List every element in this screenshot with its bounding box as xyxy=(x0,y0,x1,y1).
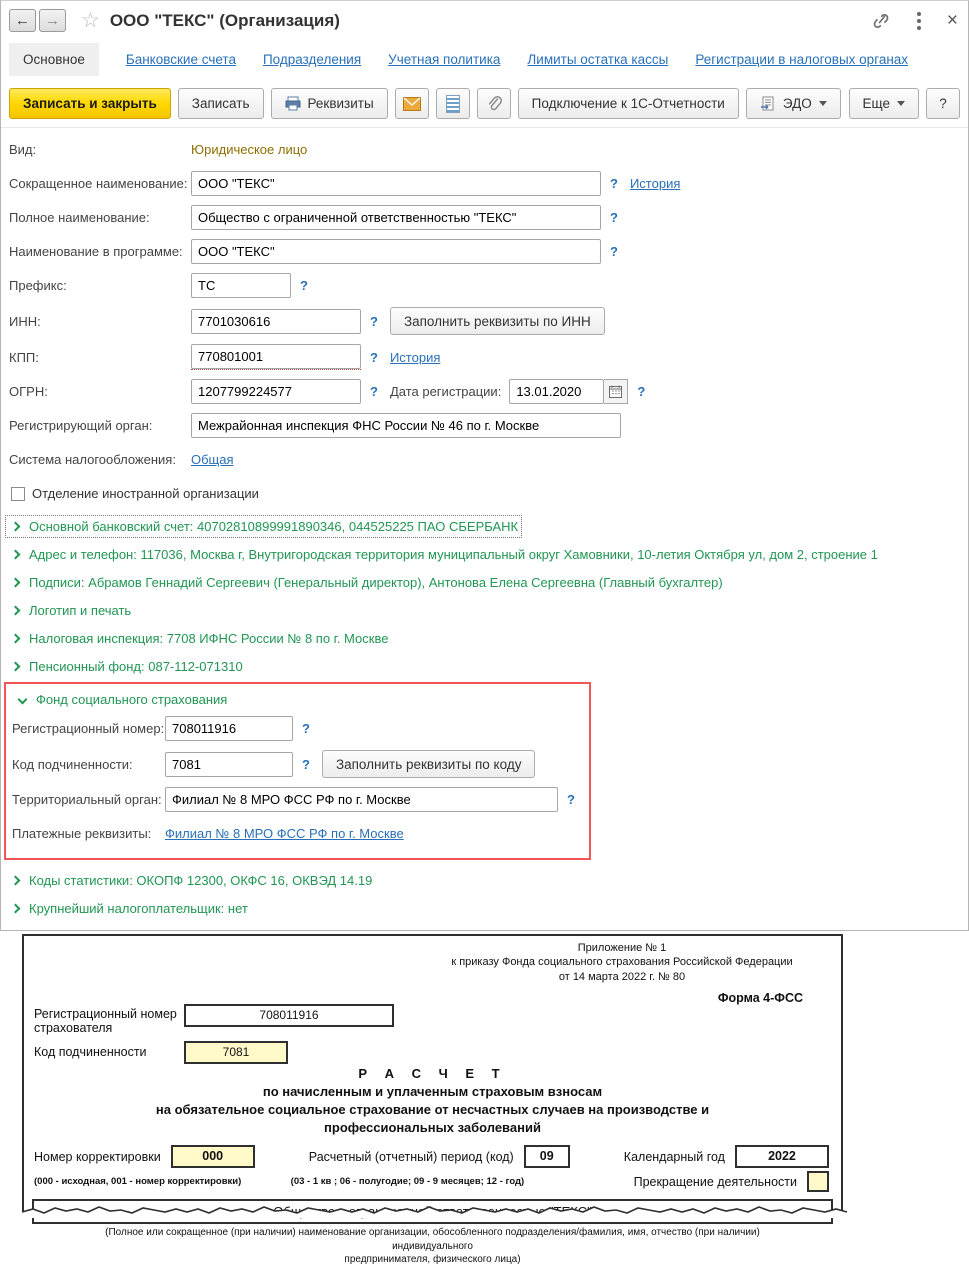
help-icon[interactable]: ? xyxy=(610,210,618,225)
back-button[interactable] xyxy=(9,9,36,32)
chevron-right-icon xyxy=(11,606,21,616)
attachments-button[interactable] xyxy=(477,88,511,119)
correction-value: 000 xyxy=(171,1145,255,1168)
report-form-name: Форма 4-ФСС xyxy=(717,990,803,1005)
save-and-close-button[interactable]: Записать и закрыть xyxy=(9,88,171,119)
envelope-icon xyxy=(403,97,421,111)
save-button[interactable]: Записать xyxy=(178,88,264,119)
group-bank-account[interactable]: Основной банковский счет: 40702810899991890346, 044525225 ПАО СБЕРБАНК xyxy=(9,519,518,534)
torn-edge xyxy=(22,1204,847,1218)
field-row-kpp xyxy=(9,344,960,370)
short-name-history-link[interactable]: История xyxy=(629,176,681,191)
help-icon[interactable]: ? xyxy=(567,792,575,807)
chevron-right-icon xyxy=(11,578,21,588)
tab-cash-limits[interactable]: Лимиты остатка кассы xyxy=(527,52,669,67)
group-signatures[interactable]: Подписи: Абрамов Геннадий Сергеевич (Генеральный директор), Антонова Елена Сергеевна (Главный бухгалтер) xyxy=(9,575,960,590)
fss-row-sub-code xyxy=(12,750,575,778)
kpp-history-link[interactable]: История xyxy=(389,349,441,365)
termination-label: Прекращение деятельности xyxy=(633,1174,797,1189)
tax-system-link[interactable]: Общая xyxy=(191,452,234,467)
report-button[interactable] xyxy=(436,88,470,119)
fss-row-territorial xyxy=(12,787,575,812)
full-name-input[interactable] xyxy=(191,205,601,230)
fss-row-payment xyxy=(12,821,575,846)
fss-payment-label: Платежные реквизиты: xyxy=(12,826,152,841)
group-logo-stamp[interactable]: Логотип и печать xyxy=(9,603,960,618)
group-fss[interactable]: Фонд социального страхования xyxy=(16,692,575,707)
help-icon[interactable]: ? xyxy=(302,756,310,772)
tax-system-label: Система налогообложения: xyxy=(9,452,176,467)
back-arrow-icon: ← xyxy=(15,12,30,29)
program-name-input[interactable] xyxy=(191,239,601,264)
fill-by-inn-button[interactable]: Заполнить реквизиты по ИНН xyxy=(390,307,605,335)
chevron-right-icon xyxy=(11,550,21,560)
fss-payment-link[interactable]: Филиал № 8 МРО ФСС РФ по г. Москве xyxy=(165,826,404,841)
help-icon[interactable]: ? xyxy=(610,244,618,259)
report-list-icon xyxy=(446,95,460,113)
navigation-tabs xyxy=(9,37,968,86)
tab-tax-registrations[interactable]: Регистрации в налоговых органах xyxy=(695,52,909,67)
field-row-reg-organ xyxy=(9,413,960,438)
fss-reg-number-label: Регистрационный номер: xyxy=(12,721,165,736)
fss-sub-code-input[interactable] xyxy=(165,752,293,777)
reg-date-input[interactable] xyxy=(509,379,604,404)
report-fields-row xyxy=(34,1145,829,1168)
page-title: ООО "ТЕКС" (Организация) xyxy=(109,10,340,30)
close-icon[interactable]: × xyxy=(946,10,958,31)
reg-date-label: Дата регистрации: xyxy=(389,384,502,399)
more-button[interactable]: Еще xyxy=(849,88,919,119)
period-label: Расчетный (отчетный) период (код) xyxy=(308,1149,514,1164)
short-name-input[interactable] xyxy=(191,171,601,196)
get-link-icon[interactable] xyxy=(871,11,891,31)
chevron-right-icon xyxy=(11,634,21,644)
kpp-label: КПП: xyxy=(9,349,39,365)
reg-organ-label: Регистрирующий орган: xyxy=(9,418,153,433)
help-icon[interactable]: ? xyxy=(610,176,618,191)
field-row-short-name xyxy=(9,171,960,196)
report-reg-number-row xyxy=(34,1007,841,1036)
correction-label: Номер корректировки xyxy=(34,1149,161,1164)
group-pension-fund[interactable]: Пенсионный фонд: 087-112-071310 xyxy=(9,659,960,674)
fss-sub-code-label: Код подчиненности: xyxy=(12,756,133,772)
group-largest-taxpayer[interactable]: Крупнейший налогоплательщик: нет xyxy=(9,901,960,916)
tab-accounting-policy[interactable]: Учетная политика xyxy=(388,52,501,67)
printer-icon xyxy=(285,96,301,111)
foreign-branch-label: Отделение иностранной организации xyxy=(32,486,259,501)
kind-value: Юридическое лицо xyxy=(191,142,308,157)
prefix-label: Префикс: xyxy=(9,278,67,293)
edo-document-icon xyxy=(760,96,776,112)
more-menu-kebab-icon[interactable] xyxy=(917,19,921,23)
favorite-star-icon[interactable]: ☆ xyxy=(81,9,100,32)
group-statistics-codes[interactable]: Коды статистики: ОКОПФ 12300, ОКФС 16, ОКВЭД 14.19 xyxy=(9,873,960,888)
tab-bank-accounts[interactable]: Банковские счета xyxy=(125,52,236,67)
inn-label: ИНН: xyxy=(9,313,41,329)
tab-main[interactable]: Основное xyxy=(9,43,99,76)
help-icon[interactable]: ? xyxy=(300,278,308,293)
prefix-input[interactable] xyxy=(191,273,291,298)
fss-row-reg-number xyxy=(12,716,575,741)
report-sub-code-value: 7081 xyxy=(184,1041,288,1064)
program-name-label: Наименование в программе: xyxy=(9,244,183,259)
toolbar xyxy=(1,86,968,128)
help-icon[interactable]: ? xyxy=(370,384,378,399)
requisites-button[interactable]: Реквизиты xyxy=(271,88,388,119)
field-row-foreign-branch xyxy=(9,481,960,506)
fss-highlight-box xyxy=(4,682,591,860)
inn-input[interactable] xyxy=(191,309,361,334)
kind-label: Вид: xyxy=(9,142,37,157)
field-row-full-name xyxy=(9,205,960,230)
chevron-right-icon xyxy=(11,904,21,914)
termination-value-box xyxy=(807,1171,829,1192)
forward-arrow-icon: → xyxy=(45,12,60,29)
fss-reg-number-input[interactable] xyxy=(165,716,293,741)
help-button[interactable]: ? xyxy=(926,88,960,119)
chevron-down-icon xyxy=(897,101,905,106)
report-hints-row xyxy=(34,1171,829,1192)
chevron-down-icon xyxy=(819,101,827,106)
help-icon[interactable]: ? xyxy=(637,384,646,399)
fss-territorial-input[interactable] xyxy=(165,787,558,812)
fss-report-preview xyxy=(22,934,843,1266)
report-reg-number-value: 708011916 xyxy=(184,1004,394,1027)
period-hint: (03 - 1 кв ; 06 - полугодие; 09 - 9 месяцев; 12 - год) xyxy=(290,1176,525,1188)
field-row-prefix xyxy=(9,273,960,298)
window-header xyxy=(1,1,968,37)
field-row-tax-system xyxy=(9,447,960,472)
full-name-label: Полное наименование: xyxy=(9,210,150,225)
ogrn-label: ОГРН: xyxy=(9,384,48,399)
field-row-ogrn xyxy=(9,379,960,404)
year-label: Календарный год xyxy=(623,1149,725,1164)
help-icon[interactable]: ? xyxy=(370,349,378,365)
reg-organ-input[interactable] xyxy=(191,413,621,438)
field-row-program-name xyxy=(9,239,960,264)
send-email-button[interactable] xyxy=(395,88,429,119)
edo-button[interactable]: ЭДО xyxy=(746,88,841,119)
foreign-branch-checkbox[interactable] xyxy=(11,487,25,501)
field-row-kind xyxy=(9,137,960,162)
chevron-right-icon xyxy=(11,662,21,672)
chevron-right-icon xyxy=(11,876,21,886)
help-icon[interactable]: ? xyxy=(370,313,378,329)
report-appendix: Приложение № 1 к приказу Фонда социального страхования Российской Федерации от 14 марта 2022 г. № 80 xyxy=(451,942,793,983)
report-reg-number-label: Регистрационный номер страхователя xyxy=(34,1006,177,1036)
report-sub-code-label: Код подчиненности xyxy=(34,1044,147,1059)
calendar-icon[interactable] xyxy=(604,379,628,404)
ogrn-input[interactable] xyxy=(191,379,361,404)
report-sub-code-row xyxy=(34,1041,841,1064)
group-tax-inspection[interactable]: Налоговая инспекция: 7708 ИФНС России № 8 по г. Москве xyxy=(9,631,960,646)
report-title: Р А С Ч Е Т по начисленным и уплаченным страховым взносам на обязательное социальное страхование от несчастных случаев на производстве и профессиональных заболеваний xyxy=(155,1065,710,1136)
correction-hint: (000 - исходная, 001 - номер корректировки) xyxy=(34,1176,242,1188)
period-value: 09 xyxy=(524,1145,570,1168)
short-name-label: Сокращенное наименование: xyxy=(9,176,188,191)
kpp-input[interactable] xyxy=(191,344,361,369)
help-icon[interactable]: ? xyxy=(302,721,310,736)
field-row-inn xyxy=(9,307,960,335)
fill-by-code-button[interactable]: Заполнить реквизиты по коду xyxy=(322,750,536,778)
year-value: 2022 xyxy=(735,1145,829,1168)
connect-1c-reporting-button[interactable]: Подключение к 1С-Отчетности xyxy=(518,88,739,119)
chevron-right-icon xyxy=(11,522,21,532)
report-org-hint: (Полное или сокращенное (при наличии) наименование организации, обособленного подразделения/фамилия, имя, отчество (при наличии) индивидуального предпринимателя, физического лица) xyxy=(105,1227,760,1266)
group-address-phone[interactable]: Адрес и телефон: 117036, Москва г, Внутригородская территория муниципальный округ Хамовники, 10-летия Октября ул, дом 2, строение 1 xyxy=(9,547,960,562)
fss-territorial-label: Территориальный орган: xyxy=(12,792,162,807)
tab-departments[interactable]: Подразделения xyxy=(262,52,362,67)
chevron-down-icon xyxy=(18,695,28,705)
forward-button[interactable] xyxy=(39,9,66,32)
paperclip-icon xyxy=(486,95,502,112)
